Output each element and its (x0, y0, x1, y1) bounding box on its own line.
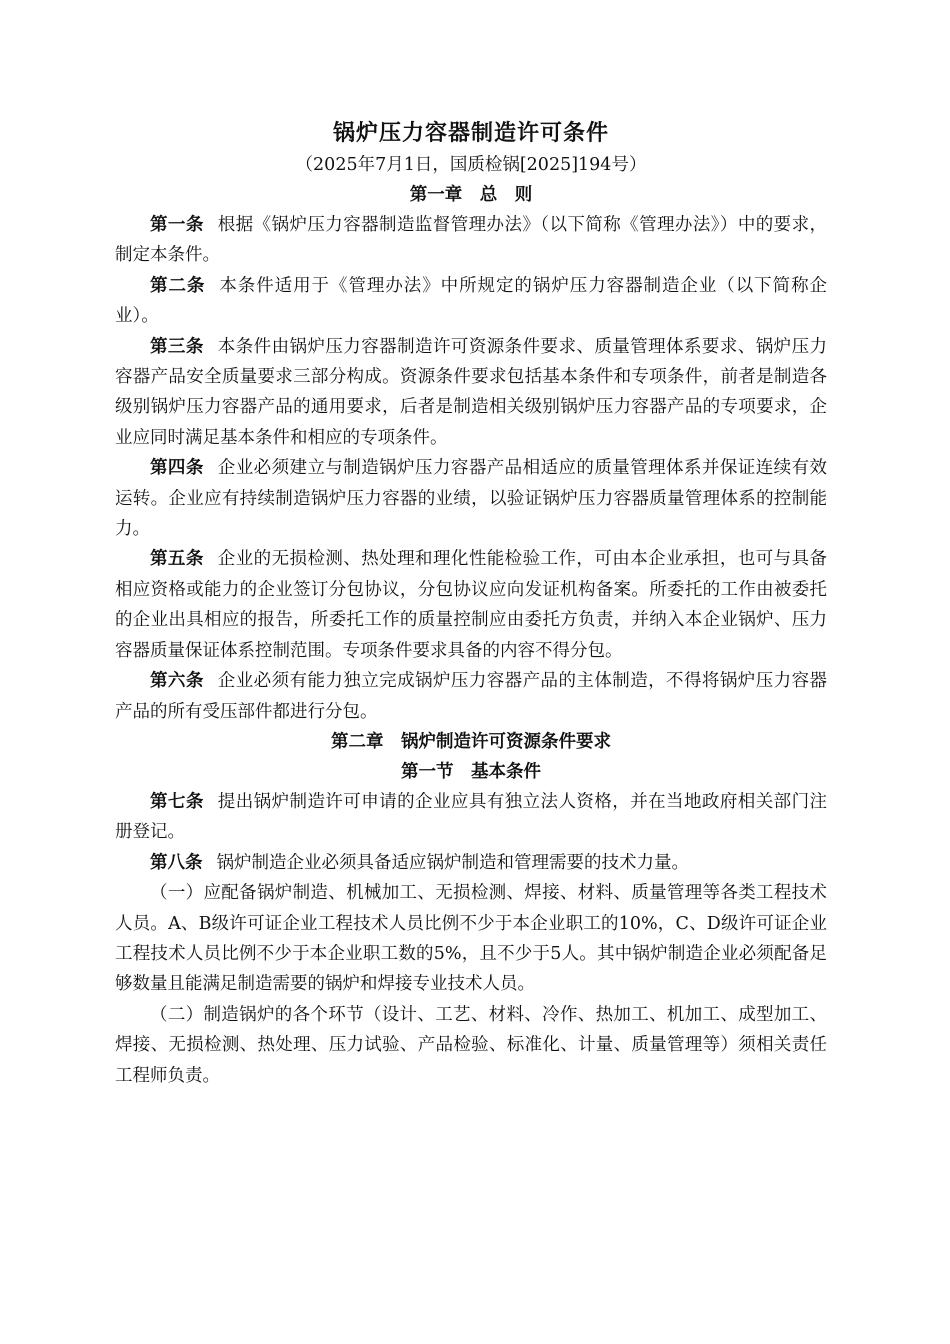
article-paragraph (115, 271, 827, 332)
article-text: 本条件适用于《管理办法》中所规定的锅炉压力容器制造企业（以下简称企业）。 (115, 275, 828, 327)
article-paragraph (115, 544, 827, 666)
chapter-heading: 第一章 总 则 (409, 185, 533, 205)
article-label: 第四条 (150, 458, 204, 479)
article-paragraph (115, 453, 827, 544)
article-paragraph (115, 666, 827, 727)
article-paragraph (115, 848, 827, 878)
section-heading: 第一节 基本条件 (401, 761, 541, 782)
article-text: 企业的无损检测、热处理和理化性能检验工作，可由本企业承担，也可与具备相应资格或能力的企业签订分包协议，分包协议应向发证机构备案。所委托的工作由被委托的企业出具相应的报告，所委托工作的质量控制应由委托方负责，并纳入本企业锅炉、压力容器质量保证体系控制范围。专项条件要求具备的内容不得分包。 (115, 549, 828, 661)
article-label: 第三条 (150, 336, 204, 357)
list-item: （二）制造锅炉的各个环节（设计、工艺、材料、冷作、热加工、机加工、成型加工、焊接、无损检测、热处理、压力试验、产品检验、标准化、计量、质量管理等）须相关责任工程师负责。 (115, 1004, 827, 1086)
article-text: 根据《锅炉压力容器制造监督管理办法》（以下简称《管理办法》）中的要求，制定本条件。 (115, 215, 828, 266)
article-label: 第八条 (150, 852, 203, 873)
article-label: 第七条 (150, 791, 204, 812)
article-text: 企业必须建立与制造锅炉压力容器产品相适应的质量管理体系并保证连续有效运转。企业应有持续制造锅炉压力容器的业绩，以验证锅炉压力容器质量管理体系的控制能力。 (115, 458, 828, 540)
article-text: 本条件由锅炉压力容器制造许可资源条件要求、质量管理体系要求、锅炉压力容器产品安全质量要求三部分构成。资源条件要求包括基本条件和专项条件，前者是制造各级别锅炉压力容器产品的通用要求，后者是制造相关级别锅炉压力容器产品的专项要求，企业应同时满足基本条件和相应的专项条件。 (115, 336, 828, 448)
article-paragraph (115, 787, 827, 848)
chapter-heading: 第二章 锅炉制造许可资源条件要求 (331, 731, 611, 752)
article-label: 第六条 (150, 671, 204, 692)
article-paragraph (115, 210, 827, 271)
article-paragraph (115, 332, 827, 454)
document-page (115, 118, 827, 1091)
article-text: 企业必须有能力独立完成锅炉压力容器产品的主体制造，不得将锅炉压力容器产品的所有受压部件都进行分包。 (115, 671, 828, 722)
document-subtitle: （2025年7月1日，国质检锅[2025]194号） (295, 155, 647, 175)
list-item: （一）应配备锅炉制造、机械加工、无损检测、焊接、材料、质量管理等各类工程技术人员。A、B级许可证企业工程技术人员比例不少于本企业职工的10%，C、D级许可证企业工程技术人员比例不少于本企业职工数的5%，且不少于5人。其中锅炉制造企业必须配备足够数量且能满足制造需要的锅炉和焊接专业技术人员。 (115, 883, 828, 995)
article-label: 第一条 (150, 215, 204, 235)
article-label: 第二条 (150, 275, 206, 296)
article-text: 提出锅炉制造许可申请的企业应具有独立法人资格，并在当地政府相关部门注册登记。 (115, 791, 828, 843)
article-text: 锅炉制造企业必须具备适应锅炉制造和管理需要的技术力量。 (216, 852, 689, 873)
document-title: 锅炉压力容器制造许可条件 (332, 121, 609, 146)
article-label: 第五条 (150, 549, 204, 570)
